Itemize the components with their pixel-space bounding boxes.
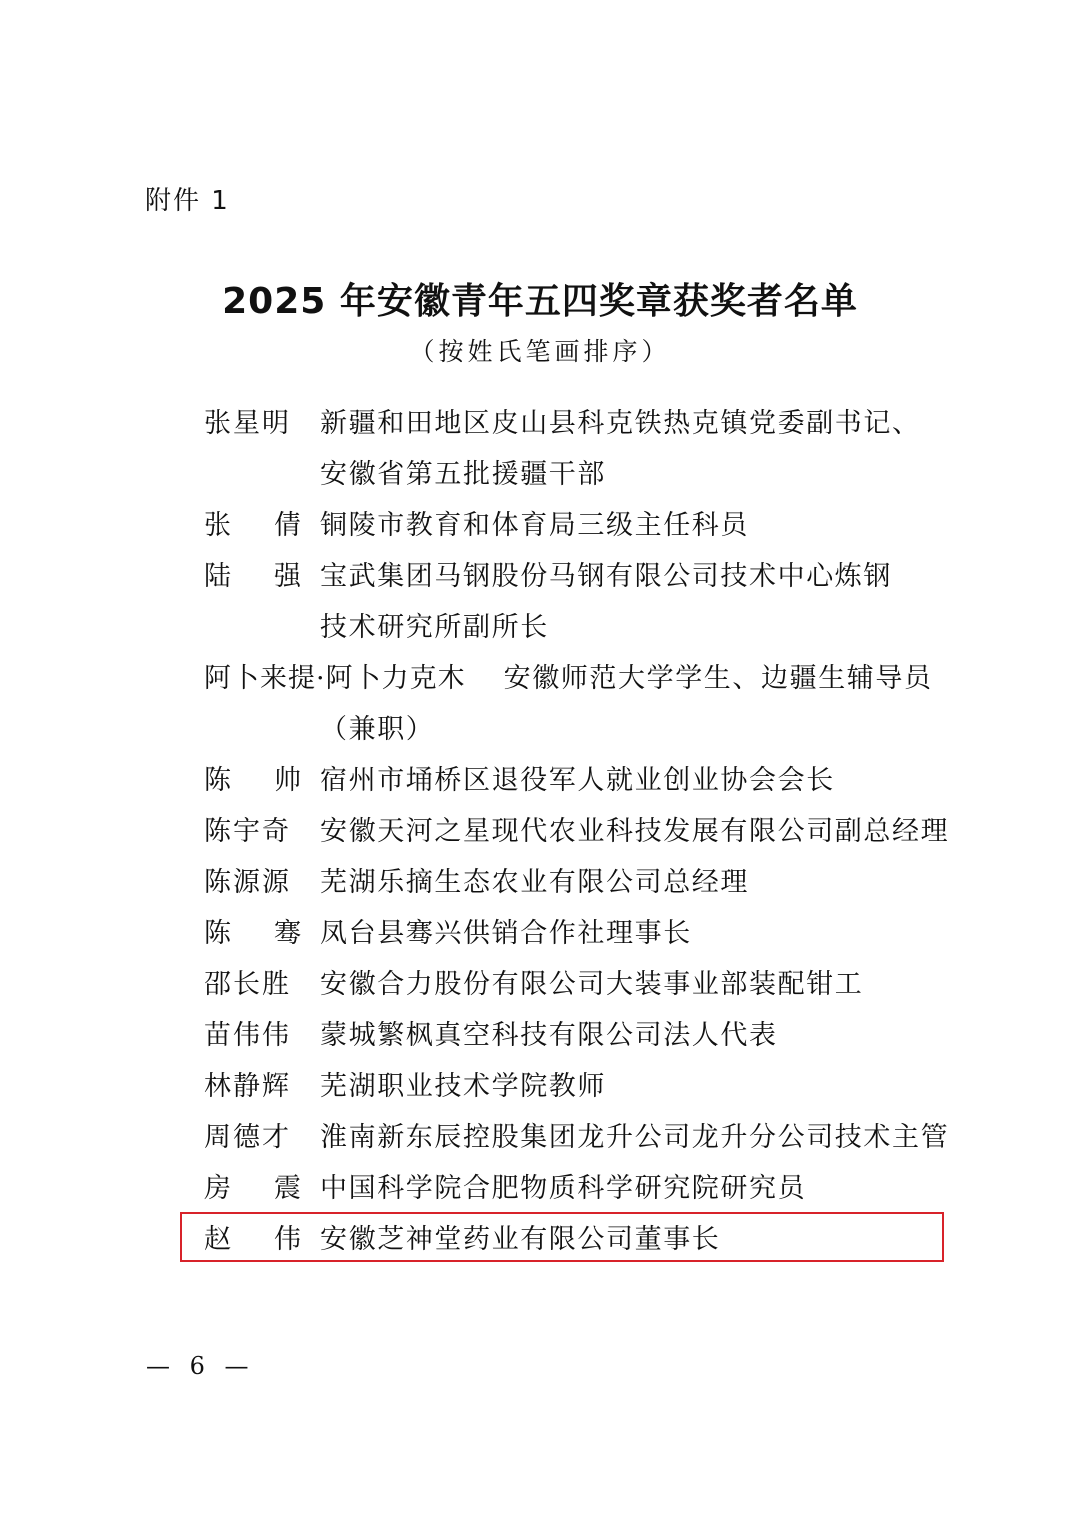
- awardee-name: 张 倩: [204, 510, 301, 541]
- awardee-title: 安徽芝神堂药业有限公司董事长: [320, 1224, 721, 1255]
- document-title: 2025 年安徽青年五四奖章获奖者名单: [222, 281, 858, 322]
- awardee-entry: [204, 1010, 964, 1061]
- awardee-entry: [204, 959, 964, 1010]
- awardee-name: 陈源源: [204, 867, 291, 898]
- awardee-title: 凤台县骞兴供销合作社理事长: [320, 918, 692, 949]
- awardee-name: 陈 骞: [204, 918, 301, 949]
- highlight-box: [180, 1212, 944, 1262]
- awardee-list: [204, 398, 964, 1265]
- awardee-title: 安徽天河之星现代农业科技发展有限公司副总经理: [320, 816, 950, 847]
- awardee-name: 周德才: [204, 1122, 291, 1153]
- awardee-entry: [204, 755, 964, 806]
- page-number: — 6 —: [146, 1352, 255, 1380]
- awardee-title: 中国科学院合肥物质科学研究院研究员: [320, 1173, 807, 1204]
- awardee-name: 陆 强: [204, 561, 301, 592]
- awardee-title: 新疆和田地区皮山县科克铁热克镇党委副书记、: [320, 408, 921, 439]
- awardee-title: 宝武集团马钢股份马钢有限公司技术中心炼钢: [320, 561, 892, 592]
- awardee-entry: [204, 1112, 964, 1163]
- awardee-entry: [204, 551, 964, 653]
- awardee-name: 苗伟伟: [204, 1020, 291, 1051]
- awardee-name: 陈宇奇: [204, 816, 291, 847]
- awardee-title-continued: （兼职）: [320, 714, 435, 745]
- awardee-name: 邵长胜: [204, 969, 291, 1000]
- awardee-title: 芜湖乐摘生态农业有限公司总经理: [320, 867, 749, 898]
- awardee-entry: [204, 398, 964, 500]
- awardee-name: 林静辉: [204, 1071, 291, 1102]
- awardee-entry: [204, 908, 964, 959]
- awardee-title: 宿州市埇桥区退役军人就业创业协会会长: [320, 765, 835, 796]
- document-subtitle: （按姓氏笔画排序）: [409, 337, 671, 366]
- awardee-name: 阿卜来提·阿卜力克木: [204, 663, 466, 694]
- awardee-entry: [204, 806, 964, 857]
- awardee-entry: [204, 653, 964, 755]
- awardee-title: 安徽师范大学学生、边疆生辅导员: [503, 663, 933, 694]
- awardee-title: 铜陵市教育和体育局三级主任科员: [320, 510, 749, 541]
- awardee-title-continued: 技术研究所副所长: [320, 612, 549, 643]
- awardee-title: 芜湖职业技术学院教师: [320, 1071, 606, 1102]
- awardee-entry: [204, 857, 964, 908]
- awardee-title-continued: 安徽省第五批援疆干部: [320, 459, 606, 490]
- attachment-label: 附件 1: [145, 186, 230, 216]
- awardee-name: 张星明: [204, 408, 291, 439]
- awardee-title: 安徽合力股份有限公司大装事业部装配钳工: [320, 969, 864, 1000]
- awardee-name: 陈 帅: [204, 765, 301, 796]
- awardee-title: 蒙城繁枫真空科技有限公司法人代表: [320, 1020, 778, 1051]
- awardee-name: 房 震: [204, 1173, 301, 1204]
- awardee-entry: [204, 500, 964, 551]
- awardee-name: 赵 伟: [204, 1224, 301, 1255]
- awardee-entry: [204, 1061, 964, 1112]
- awardee-entry: [204, 1163, 964, 1214]
- awardee-title: 淮南新东辰控股集团龙升公司龙升分公司技术主管: [320, 1122, 950, 1153]
